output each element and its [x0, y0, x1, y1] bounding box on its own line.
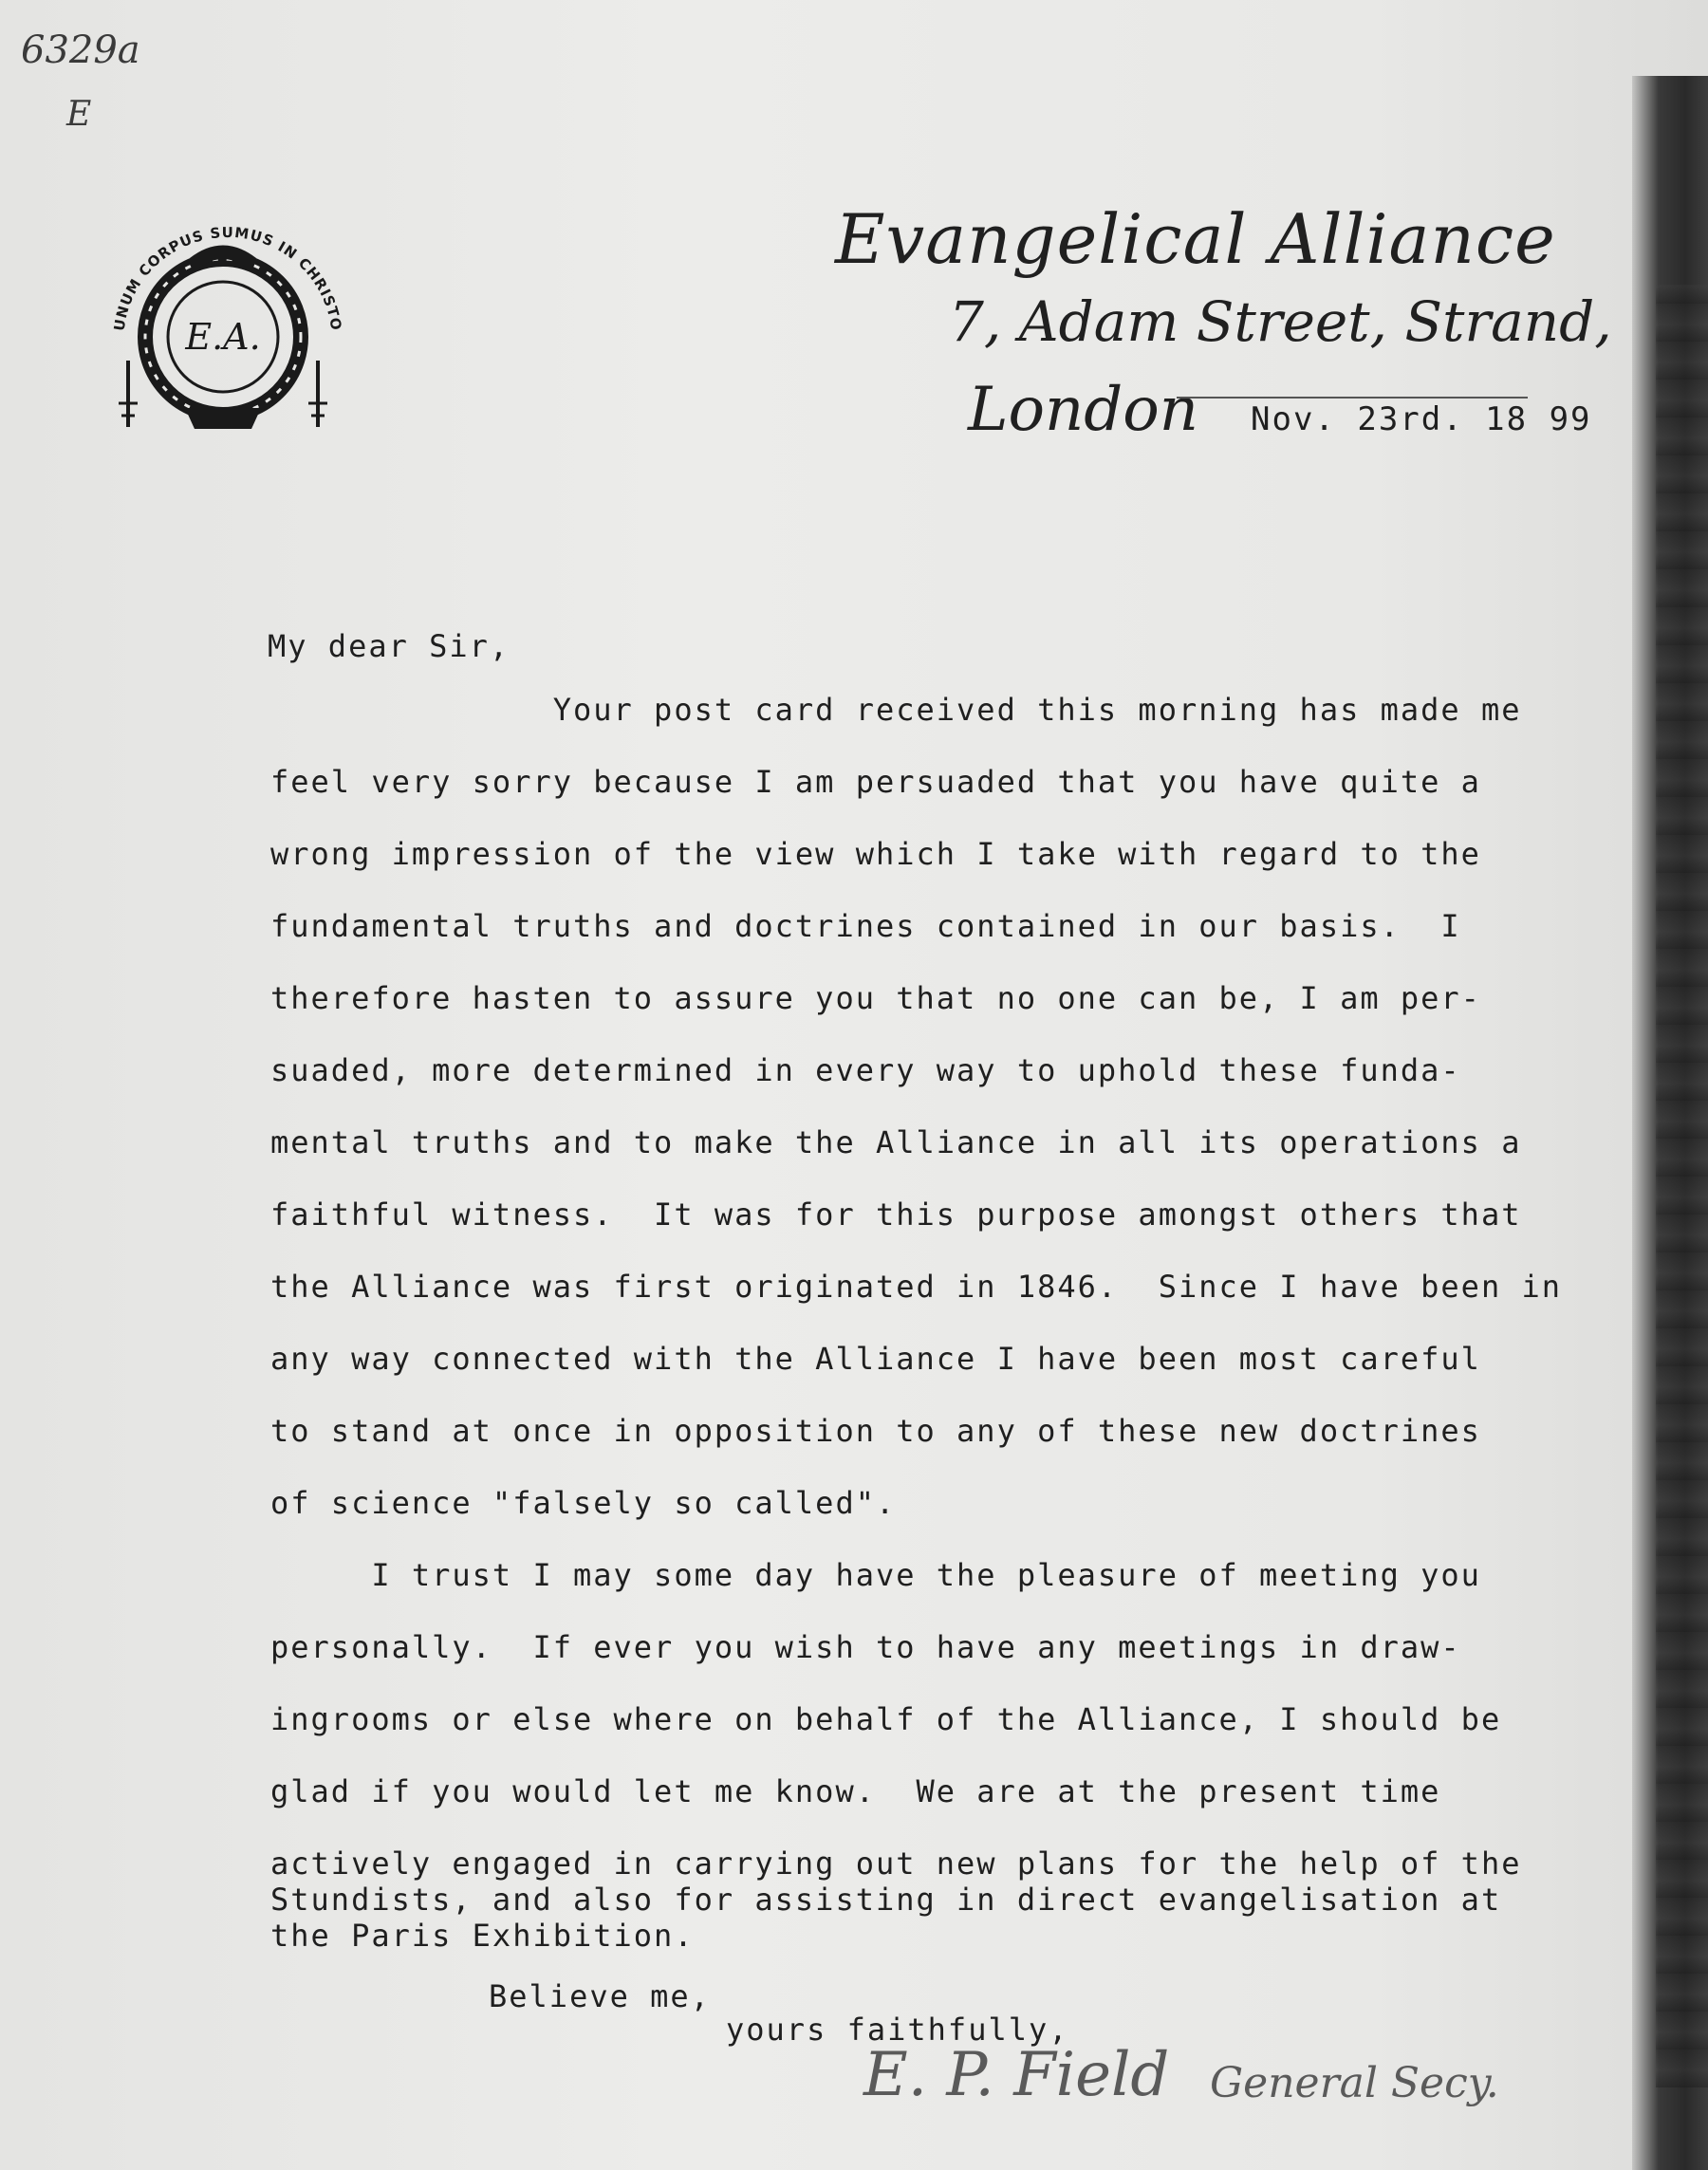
- salutation: My dear Sir,: [268, 628, 511, 664]
- archive-letter: E: [66, 95, 92, 134]
- body-line: the Paris Exhibition.: [270, 1918, 695, 1954]
- body-line: personally. If ever you wish to have any meetings in draw-: [270, 1629, 1461, 1665]
- body-line: the Alliance was first originated in 1846. Since I have been in: [270, 1269, 1562, 1305]
- body-line: fundamental truths and doctrines contained in our basis. I: [270, 908, 1461, 944]
- body-line: actively engaged in carrying out new plans for the help of the: [270, 1845, 1522, 1882]
- body-line: faithful witness. It was for this purpose amongst others that: [270, 1196, 1522, 1233]
- signature-title: General Secy.: [1210, 2059, 1499, 2107]
- body-line: Your post card received this morning has made me: [270, 692, 1522, 728]
- page-edge-texture: [1656, 285, 1708, 2087]
- body-line: wrong impression of the view which I take with regard to the: [270, 836, 1481, 872]
- body-line: ingrooms or else where on behalf of the Alliance, I should be: [270, 1701, 1502, 1737]
- body-line: any way connected with the Alliance I have been most careful: [270, 1341, 1481, 1377]
- closing-yours: yours faithfully,: [726, 2012, 1069, 2048]
- letterhead-city: London: [968, 375, 1198, 445]
- body-line: glad if you would let me know. We are at the present time: [270, 1773, 1441, 1809]
- body-line: I trust I may some day have the pleasure of meeting you: [270, 1557, 1481, 1593]
- body-line: feel very sorry because I am persuaded that you have quite a: [270, 764, 1481, 800]
- letter-body: [270, 691, 1656, 1953]
- letterhead-organisation: Evangelical Alliance: [835, 199, 1556, 279]
- signature-name: E. P. Field: [863, 2040, 1170, 2110]
- body-line: to stand at once in opposition to any of these new doctrines: [270, 1413, 1481, 1449]
- seal-monogram: E.A.: [185, 316, 261, 358]
- letterhead-address: 7, Adam Street, Strand,: [949, 289, 1612, 354]
- body-line: mental truths and to make the Alliance in all its operations a: [270, 1124, 1522, 1160]
- body-line: therefore hasten to assure you that no one can be, I am per-: [270, 980, 1481, 1016]
- alliance-seal: [95, 190, 351, 446]
- letter-date: Nov. 23rd. 18 99: [1251, 400, 1592, 438]
- body-line: of science "falsely so called".: [270, 1485, 897, 1521]
- body-line: Stundists, and also for assisting in direct evangelisation at: [270, 1882, 1502, 1918]
- closing-believe: Believe me,: [489, 1978, 711, 2014]
- seal-motto: UNUM CORPUS SUMUS IN CHRISTO: [110, 223, 345, 332]
- body-line: suaded, more determined in every way to uphold these funda-: [270, 1052, 1461, 1088]
- archive-number: 6329a: [21, 28, 140, 72]
- date-rule: [1177, 397, 1528, 399]
